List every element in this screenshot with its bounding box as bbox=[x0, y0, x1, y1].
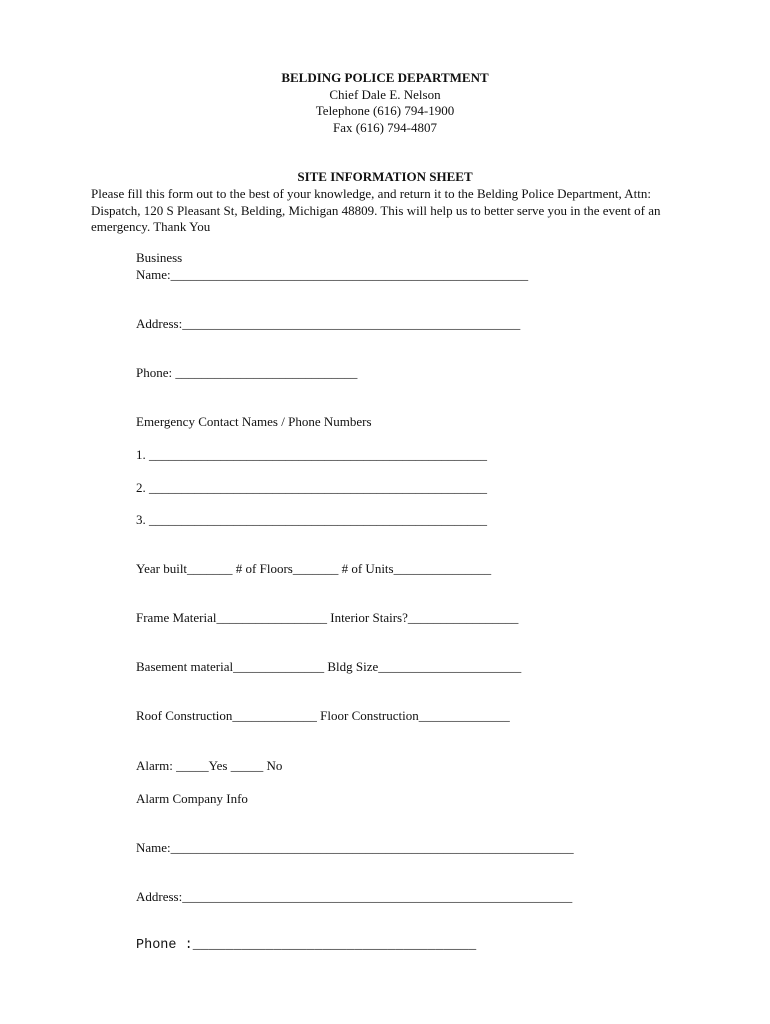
department-name: BELDING POLICE DEPARTMENT bbox=[281, 70, 489, 85]
roof-floor-construction-fields[interactable]: Roof Construction_____________ Floor Construction______________ bbox=[136, 708, 510, 723]
emergency-contact-1-field[interactable]: 1. ____________________________________________________ bbox=[136, 447, 487, 462]
alarm-company-name-field[interactable]: Name:______________________________________________________________ bbox=[136, 840, 574, 855]
business-label: Business bbox=[136, 250, 183, 265]
business-name-field[interactable]: Name:_______________________________________________________ bbox=[136, 267, 529, 282]
form-instructions: Please fill this form out to the best of your knowledge, and return it to the Belding Police Department, Attn: Dispatch, 120 S Pleasant St, Belding, Michigan 48809. This will help us to better serve you in the event of an emergency. Thank You bbox=[91, 186, 661, 234]
telephone-number: Telephone (616) 794-1900 bbox=[315, 103, 455, 118]
alarm-company-phone-field[interactable]: Phone :___________________________________ bbox=[136, 938, 477, 953]
letterhead bbox=[0, 70, 770, 136]
chief-name: Chief Dale E. Nelson bbox=[329, 86, 441, 102]
alarm-yes-no-field[interactable]: Alarm: _____Yes _____ No bbox=[136, 758, 283, 773]
address-field[interactable]: Address:____________________________________________________ bbox=[136, 316, 521, 331]
phone-field[interactable]: Phone: ____________________________ bbox=[136, 365, 358, 380]
fax-number: Fax (616) 794-4807 bbox=[333, 119, 437, 135]
emergency-contact-2-field[interactable]: 2. ____________________________________________________ bbox=[136, 480, 487, 495]
alarm-company-heading: Alarm Company Info bbox=[136, 791, 248, 806]
basement-size-fields[interactable]: Basement material______________ Bldg Size______________________ bbox=[136, 659, 522, 674]
form-title: SITE INFORMATION SHEET bbox=[297, 169, 473, 184]
emergency-contact-3-field[interactable]: 3. ____________________________________________________ bbox=[136, 512, 487, 527]
emergency-contacts-heading: Emergency Contact Names / Phone Numbers bbox=[136, 414, 372, 429]
alarm-company-address-field[interactable]: Address:____________________________________________________________ bbox=[136, 889, 573, 904]
year-floors-units-fields[interactable]: Year built_______ # of Floors_______ # of Units_______________ bbox=[136, 561, 492, 576]
frame-stairs-fields[interactable]: Frame Material_________________ Interior Stairs?_________________ bbox=[136, 610, 519, 625]
